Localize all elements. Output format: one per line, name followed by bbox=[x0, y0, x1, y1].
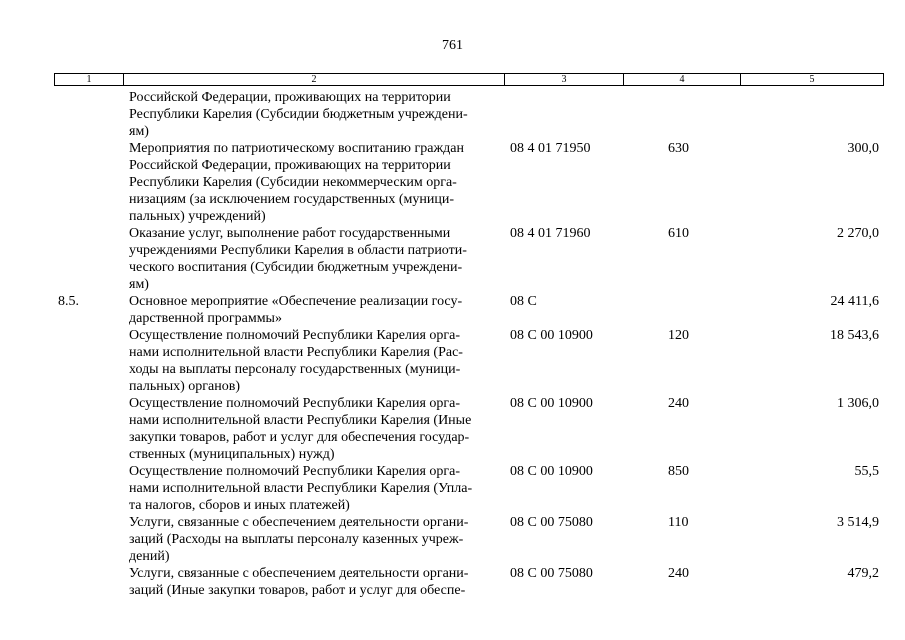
table-row bbox=[54, 514, 884, 565]
column-header-4: 4 bbox=[624, 74, 741, 85]
row-code: 08 С 00 75080 bbox=[510, 566, 593, 581]
row-description bbox=[129, 463, 501, 514]
description-line: Мероприятия по патриотическому воспитанию граждан bbox=[129, 141, 464, 156]
description-line: та налогов, сборов и иных платежей) bbox=[129, 498, 350, 513]
row-description bbox=[129, 327, 501, 395]
table-row bbox=[54, 225, 884, 293]
description-line: Республики Карелия (Субсидии некоммерческим орга- bbox=[129, 175, 457, 190]
description-line: пальных) органов) bbox=[129, 379, 240, 394]
description-line: ям) bbox=[129, 124, 149, 139]
table-row bbox=[54, 463, 884, 514]
description-line: дений) bbox=[129, 549, 170, 564]
description-line: ходы на выплаты персоналу государственных (муници- bbox=[129, 362, 461, 377]
row-amount: 300,0 bbox=[847, 141, 879, 156]
row-expense-type: 240 bbox=[668, 566, 689, 581]
description-line: учреждениями Республики Карелия в области патриоти- bbox=[129, 243, 467, 258]
row-description bbox=[129, 293, 501, 327]
row-code: 08 С 00 10900 bbox=[510, 396, 593, 411]
description-line: Российской Федерации, проживающих на территории bbox=[129, 158, 451, 173]
row-number: 8.5. bbox=[58, 294, 79, 309]
row-amount: 1 306,0 bbox=[837, 396, 879, 411]
description-line: Осуществление полномочий Республики Карелия орга- bbox=[129, 396, 461, 411]
column-header-2: 2 bbox=[124, 74, 505, 85]
column-header-5: 5 bbox=[809, 74, 815, 85]
description-line: нами исполнительной власти Республики Карелия (Упла- bbox=[129, 481, 473, 496]
column-header-1: 1 bbox=[55, 74, 124, 85]
table-row bbox=[54, 395, 884, 463]
row-code: 08 С 00 10900 bbox=[510, 464, 593, 479]
row-expense-type: 240 bbox=[668, 396, 689, 411]
row-description bbox=[129, 514, 501, 565]
row-expense-type: 610 bbox=[668, 226, 689, 241]
description-line: нами исполнительной власти Республики Карелия (Иные bbox=[129, 413, 472, 428]
row-amount: 24 411,6 bbox=[830, 294, 879, 309]
row-description bbox=[129, 565, 501, 599]
row-amount: 2 270,0 bbox=[837, 226, 879, 241]
description-line: ям) bbox=[129, 277, 149, 292]
row-amount: 55,5 bbox=[854, 464, 879, 479]
table-row bbox=[54, 327, 884, 395]
description-line: ческого воспитания (Субсидии бюджетным учреждени- bbox=[129, 260, 463, 275]
table-row bbox=[54, 293, 884, 327]
description-line: ственных (муниципальных) нужд) bbox=[129, 447, 335, 462]
description-line: Осуществление полномочий Республики Карелия орга- bbox=[129, 464, 461, 479]
row-code: 08 С 00 10900 bbox=[510, 328, 593, 343]
row-expense-type: 120 bbox=[668, 328, 689, 343]
column-header-3: 3 bbox=[505, 74, 624, 85]
description-line: заций (Иные закупки товаров, работ и услуг для обеспе- bbox=[129, 583, 466, 598]
table-row bbox=[54, 89, 884, 140]
row-expense-type: 110 bbox=[668, 515, 689, 530]
table-row bbox=[54, 140, 884, 225]
description-line: пальных) учреждений) bbox=[129, 209, 266, 224]
row-code: 08 С bbox=[510, 294, 537, 309]
description-line: дарственной программы» bbox=[129, 311, 282, 326]
table-row bbox=[54, 565, 884, 599]
description-line: Основное мероприятие «Обеспечение реализации госу- bbox=[129, 294, 463, 309]
row-description bbox=[129, 225, 501, 293]
description-line: Услуги, связанные с обеспечением деятельности органи- bbox=[129, 515, 469, 530]
row-description bbox=[129, 395, 501, 463]
row-amount: 18 543,6 bbox=[830, 328, 879, 343]
description-line: нами исполнительной власти Республики Карелия (Рас- bbox=[129, 345, 463, 360]
description-line: Оказание услуг, выполнение работ государственными bbox=[129, 226, 451, 241]
row-expense-type: 850 bbox=[668, 464, 689, 479]
description-line: закупки товаров, работ и услуг для обеспечения государ- bbox=[129, 430, 470, 445]
description-line: заций (Расходы на выплаты персоналу казенных учреж- bbox=[129, 532, 464, 547]
row-code: 08 4 01 71950 bbox=[510, 141, 591, 156]
table-header bbox=[54, 73, 884, 86]
description-line: Услуги, связанные с обеспечением деятельности органи- bbox=[129, 566, 469, 581]
row-code: 08 С 00 75080 bbox=[510, 515, 593, 530]
row-description bbox=[129, 89, 501, 140]
row-code: 08 4 01 71960 bbox=[510, 226, 591, 241]
description-line: Осуществление полномочий Республики Карелия орга- bbox=[129, 328, 461, 343]
description-line: низациям (за исключением государственных (муници- bbox=[129, 192, 454, 207]
row-amount: 3 514,9 bbox=[837, 515, 879, 530]
description-line: Республики Карелия (Субсидии бюджетным учреждени- bbox=[129, 107, 468, 122]
page-number: 761 bbox=[442, 38, 463, 53]
row-description bbox=[129, 140, 501, 225]
row-expense-type: 630 bbox=[668, 141, 689, 156]
description-line: Российской Федерации, проживающих на территории bbox=[129, 90, 451, 105]
row-amount: 479,2 bbox=[847, 566, 879, 581]
table-body bbox=[54, 89, 884, 599]
